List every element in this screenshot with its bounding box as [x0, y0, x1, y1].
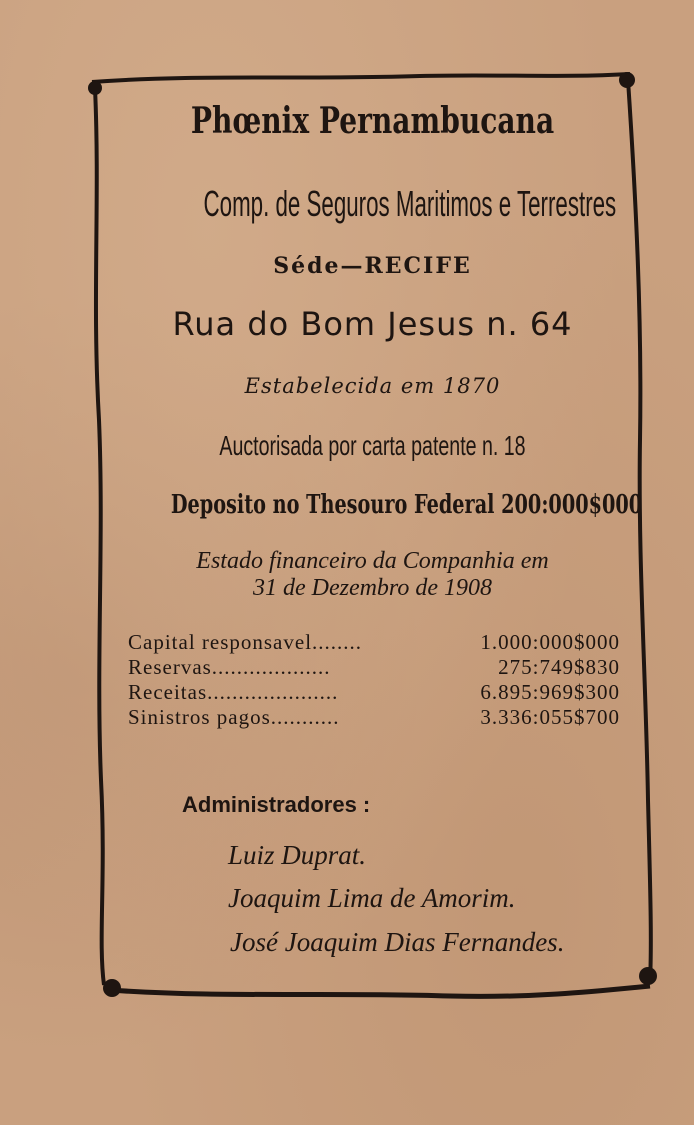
financial-row — [128, 680, 628, 705]
federal-deposit: Deposito no Thesouro Federal 200:000$000 — [170, 490, 643, 520]
administrator-name: Joaquim Lima de Amorim. — [228, 883, 516, 913]
financial-state-date: 31 de Dezembro de 1908 — [252, 575, 493, 601]
established-year: Estabelecida em 1870 — [244, 374, 501, 398]
financial-label: Receitas..................... — [128, 680, 339, 704]
financial-row — [128, 630, 628, 655]
financial-value: 3.336:055$700 — [480, 705, 620, 729]
administrators-heading: Administradores : — [182, 792, 371, 817]
administrator-name: José Joaquim Dias Fernandes. — [230, 927, 565, 957]
financial-value: 275:749$830 — [498, 655, 620, 679]
patent-authorization: Auctorisada por carta patente n. 18 — [219, 430, 526, 461]
headquarters: Séde—RECIFE — [273, 253, 472, 279]
company-title: Phœnix Pernambucana — [190, 100, 555, 142]
financial-value: 6.895:969$300 — [480, 680, 620, 704]
financial-label: Sinistros pagos........... — [128, 705, 340, 729]
financial-value: 1.000:000$000 — [480, 630, 620, 654]
financial-row — [128, 705, 628, 730]
address: Rua do Bom Jesus n. 64 — [172, 305, 573, 343]
financial-table — [128, 630, 628, 730]
financial-label: Capital responsavel........ — [128, 630, 363, 654]
financial-row — [128, 655, 628, 680]
company-subtitle: Comp. de Seguros Maritimos e Terrestres — [203, 183, 617, 224]
financial-state-heading: Estado financeiro da Companhia em — [196, 548, 549, 574]
financial-label: Reservas................... — [128, 655, 331, 679]
administrator-name: Luiz Duprat. — [228, 840, 367, 870]
